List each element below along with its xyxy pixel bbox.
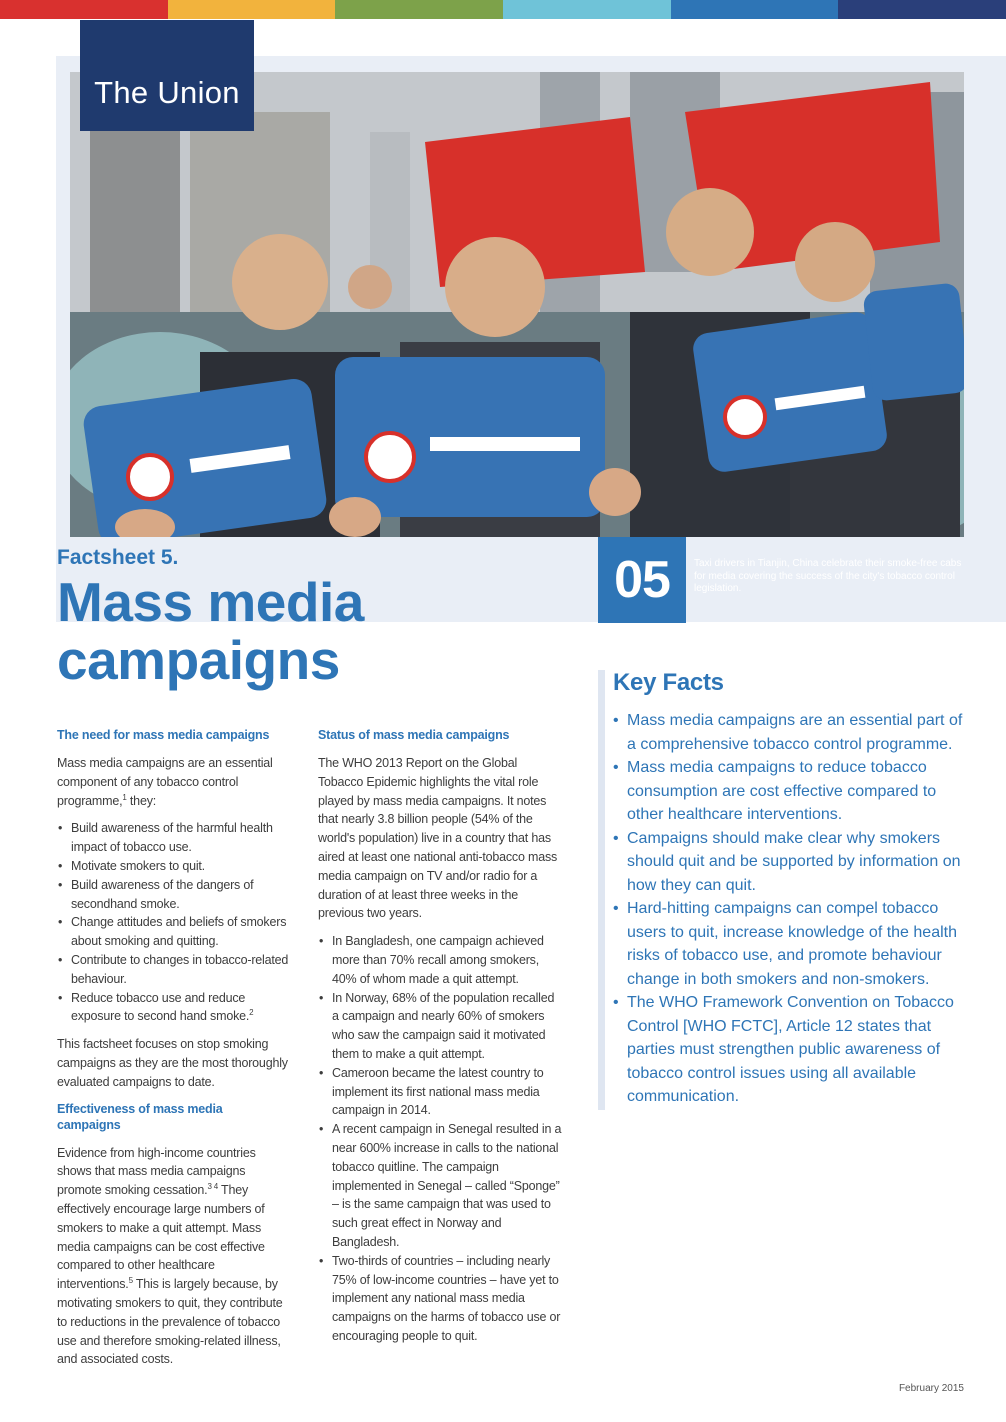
key-fact-item: • Mass media campaigns are an essential part of a comprehensive tobacco control programme. (613, 709, 968, 756)
photo-caption: Taxi drivers in Tianjin, China celebrate their smoke-free cabs for media covering the success of the city's tobacco control legislation. (694, 558, 962, 594)
section-heading-effectiveness: Effectiveness of mass media campaigns (57, 1101, 223, 1132)
factsheet-label: Factsheet 5. (57, 546, 179, 569)
section-heading-status: Status of mass media campaigns (318, 728, 510, 742)
list-item: • In Bangladesh, one campaign achieved more than 70% recall among smokers, 40% of whom made a quit attempt. (318, 932, 563, 988)
middle-column (318, 727, 563, 1355)
color-strip (0, 0, 1006, 19)
cover-photo (70, 72, 964, 537)
strip-segment (838, 0, 1006, 19)
list-item: • Two-thirds of countries – including nearly 75% of low-income countries – have yet to implement any national mass media campaigns on the harms of tobacco use or encouraging people to quit. (318, 1252, 563, 1346)
evidence-text: They effectively encourage large numbers of smokers to make a quit attempt. Mass media campaigns can be cost effective compared to other healthcare interventions. (57, 1183, 265, 1292)
list-item: • Change attitudes and beliefs of smokers about smoking and quitting. (57, 913, 289, 951)
focus-paragraph: This factsheet focuses on stop smoking campaigns as they are the most thoroughly evaluated campaigns to date. (57, 1037, 288, 1089)
cover-photo-illustration (70, 72, 964, 537)
list-item: • Build awareness of the harmful health impact of tobacco use. (57, 819, 289, 857)
footer-date: February 2015 (898, 1383, 964, 1394)
key-facts-title: Key Facts (613, 669, 724, 696)
footnote-ref: 1 (122, 792, 127, 802)
evidence-text: Evidence from high-income countries shows that mass media campaigns promote smoking cessation. (57, 1145, 256, 1198)
list-item: • Motivate smokers to quit. (57, 857, 289, 876)
section-heading-need: The need for mass media campaigns (57, 728, 270, 742)
intro-tail: they: (126, 793, 157, 808)
page-title: Mass media campaigns (57, 571, 364, 691)
list-item: • In Norway, 68% of the population recalled a campaign and nearly 60% of smokers who saw the campaign said it motivated them to make a quit attempt. (318, 989, 563, 1064)
status-paragraph: The WHO 2013 Report on the Global Tobacco Epidemic highlights the vital role played by mass media campaigns. It notes that nearly 3.8 billion people (54% of the world's population) live in a country that has aired at least one national anti-tobacco mass media campaign on TV and/or radio for a duration of at least three weeks in the previous two years. (318, 756, 558, 921)
list-item: • Build awareness of the dangers of secondhand smoke. (57, 876, 289, 914)
left-column (57, 727, 289, 1378)
evidence-text: This is largely because, by motivating smokers to quit, they contribute to reductions in the prevalence of tobacco use and therefore smoking-related illness, and associated costs. (57, 1277, 283, 1367)
evidence-paragraph (57, 1144, 289, 1370)
strip-segment (0, 0, 168, 19)
strip-segment (335, 0, 503, 19)
strip-segment (671, 0, 839, 19)
purpose-list (57, 819, 289, 1026)
factsheet-number-badge (598, 537, 686, 623)
key-facts-bar (598, 670, 605, 1110)
key-fact-item: • Mass media campaigns to reduce tobacco consumption are cost effective compared to other healthcare interventions. (613, 756, 968, 827)
key-fact-item: • Campaigns should make clear why smokers should quit and be supported by information on how they can quit. (613, 827, 968, 898)
list-item (57, 989, 289, 1027)
footnote-ref: 3 4 (207, 1181, 218, 1191)
strip-segment (503, 0, 671, 19)
list-item: • A recent campaign in Senegal resulted in a near 600% increase in calls to the national tobacco quitline. The campaign implemented in Senegal – called “Sponge” – is the same campaign that was used to such great effect in Norway and Bangladesh. (318, 1120, 563, 1252)
list-item-text: Reduce tobacco use and reduce exposure to second hand smoke. (71, 990, 250, 1024)
intro-paragraph (57, 754, 289, 810)
intro-text: Mass media campaigns are an essential component of any tobacco control programme, (57, 756, 273, 808)
list-item: • Contribute to changes in tobacco-related behaviour. (57, 951, 289, 989)
footnote-ref: 2 (249, 1008, 254, 1018)
footnote-ref: 5 (128, 1275, 133, 1285)
key-facts-list (613, 709, 968, 1109)
strip-segment (168, 0, 336, 19)
union-logo (80, 20, 254, 131)
factsheet-number: 05 (614, 551, 670, 609)
country-examples-list (318, 932, 563, 1346)
list-item: • Cameroon became the latest country to implement its first national mass media campaign in 2014. (318, 1064, 563, 1120)
key-fact-item: • Hard-hitting campaigns can compel tobacco users to quit, increase knowledge of the health risks of tobacco use, and promote behaviour change in both smokers and non-smokers. (613, 897, 968, 991)
logo-text: The Union (94, 75, 240, 110)
key-fact-item: • The WHO Framework Convention on Tobacco Control [WHO FCTC], Article 12 states that parties must strengthen public awareness of tobacco control issues using all available communication. (613, 991, 968, 1109)
